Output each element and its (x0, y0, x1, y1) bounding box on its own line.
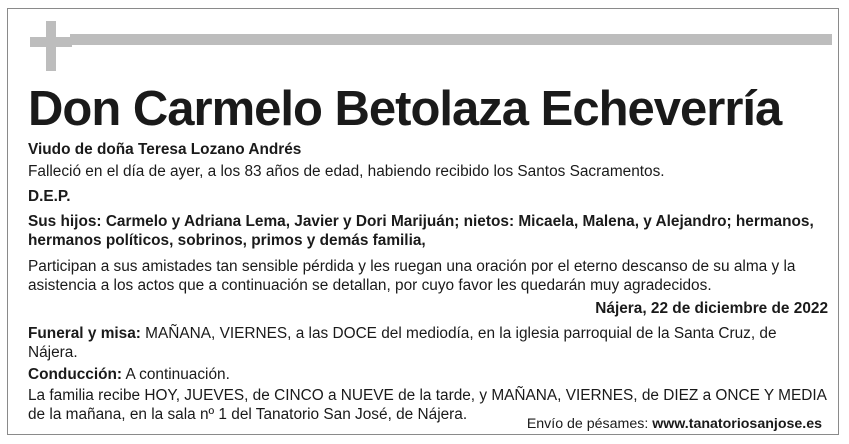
visitation-details: La familia recibe HOY, JUEVES, de CINCO a NUEVE de la tarde, y MAÑANA, VIERNES, de DIEZ a ONCE Y MEDIA de la mañana, en la sala nº 1 del Tanatorio San José, de Nájera. (28, 387, 827, 423)
header-rule (70, 34, 832, 45)
death-line: Falleció en el día de ayer, a los 83 años de edad, habiendo recibido los Santos Sacramentos. (28, 163, 665, 180)
cross-icon-arm (30, 37, 72, 47)
funeral-details (28, 324, 798, 362)
conduccion-text: A continuación. (122, 366, 230, 383)
condolence-label: Envío de pésames: (526, 416, 653, 432)
condolences-footer (527, 415, 822, 433)
widower-line: Viudo de doña Teresa Lozano Andrés (28, 141, 302, 158)
family-list: Sus hijos: Carmelo y Adriana Lema, Javier y Dori Marijuán; nietos: Micaela, Malena, y Alejandro; hermanos, hermanos políticos, sobrinos, primos y demás familia, (28, 213, 814, 249)
funeral-label: Funeral y misa: (28, 325, 141, 342)
conduccion-details (28, 365, 828, 384)
funeral-text: MAÑANA, VIERNES, a las DOCE del mediodía, en la iglesia parroquial de la Santa Cruz, de Nájera. (28, 325, 777, 361)
dep-line: D.E.P. (28, 188, 71, 205)
condolence-website-link[interactable]: www.tanatoriosanjose.es (652, 416, 822, 432)
deceased-name: Don Carmelo Betolaza Echeverría (28, 82, 782, 136)
conduccion-label: Conducción: (28, 366, 123, 383)
announcement: Participan a sus amistades tan sensible pérdida y les ruegan una oración por el eterno descanso de su alma y la asistencia a los actos que a continuación se detallan, por cuyo favor les quedarán muy agradecidos. (28, 258, 796, 294)
obituary-card (7, 8, 839, 435)
place-date: Nájera, 22 de diciembre de 2022 (595, 300, 828, 317)
